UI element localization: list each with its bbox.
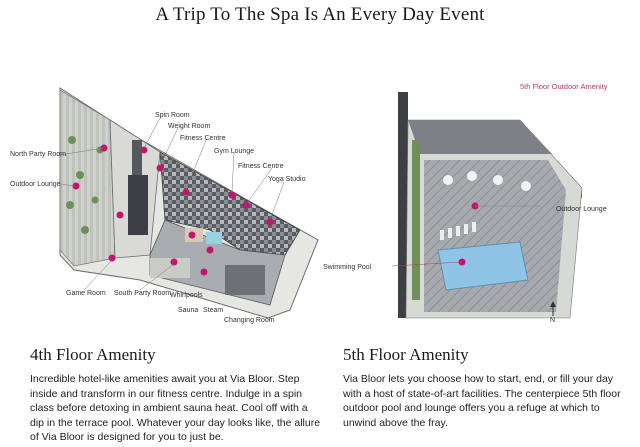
label-sauna: Sauna	[178, 307, 199, 314]
label-north: N	[550, 317, 556, 324]
label-north-party-room: North Party Room	[10, 151, 67, 158]
label-steam: Steam	[203, 307, 224, 314]
label-gym-lounge: Gym Lounge	[214, 148, 255, 155]
floor5-plan	[320, 80, 640, 330]
page-title: A Trip To The Spa Is An Every Day Event	[155, 4, 485, 25]
floor5-heading: 5th Floor Amenity	[343, 345, 469, 364]
label-changing-room: Changing Room	[224, 317, 275, 324]
floor5-description: Via Bloor lets you choose how to start, end, or fill your day with a host of state-of-art facilities. The centerpiece 5th floor outdoor pool and lounge offers you a refuge at which to unwind above the fray.	[343, 373, 621, 429]
label-yoga-studio: Yoga Studio	[268, 176, 306, 183]
label-weight-room: Weight Room	[168, 123, 211, 130]
label-outdoor-lounge: Outdoor Lounge	[10, 181, 61, 188]
label-outdoor-lounge-5: Outdoor Lounge	[556, 206, 607, 213]
floor4-description: Incredible hotel-like amenities await you at Via Bloor. Step inside and transform in our fitness centre. Indulge in a spin class before detoxing in ambient sauna heat. Cool off with a dip in the terrace pool. Whatever your day looks like, the allure of Via Bloor is designed for you to just be.	[30, 373, 321, 444]
label-fitness-centre-top: Fitness Centre	[180, 135, 226, 142]
label-whirlpools: Whirlpools	[170, 292, 203, 299]
label-game-room: Game Room	[66, 290, 106, 297]
label-floor5-title: 5th Floor Outdoor Amenity	[520, 82, 608, 91]
label-fitness-centre-right: Fitness Centre	[238, 163, 284, 170]
label-swimming-pool: Swimming Pool	[323, 264, 372, 271]
label-spin-room: Spin Room	[155, 112, 190, 119]
floor4-heading: 4th Floor Amenity	[30, 345, 156, 364]
label-south-party-room: South Party Room	[114, 290, 172, 297]
floor4-plan	[0, 80, 320, 330]
floor5-plan-drawing	[320, 80, 640, 330]
